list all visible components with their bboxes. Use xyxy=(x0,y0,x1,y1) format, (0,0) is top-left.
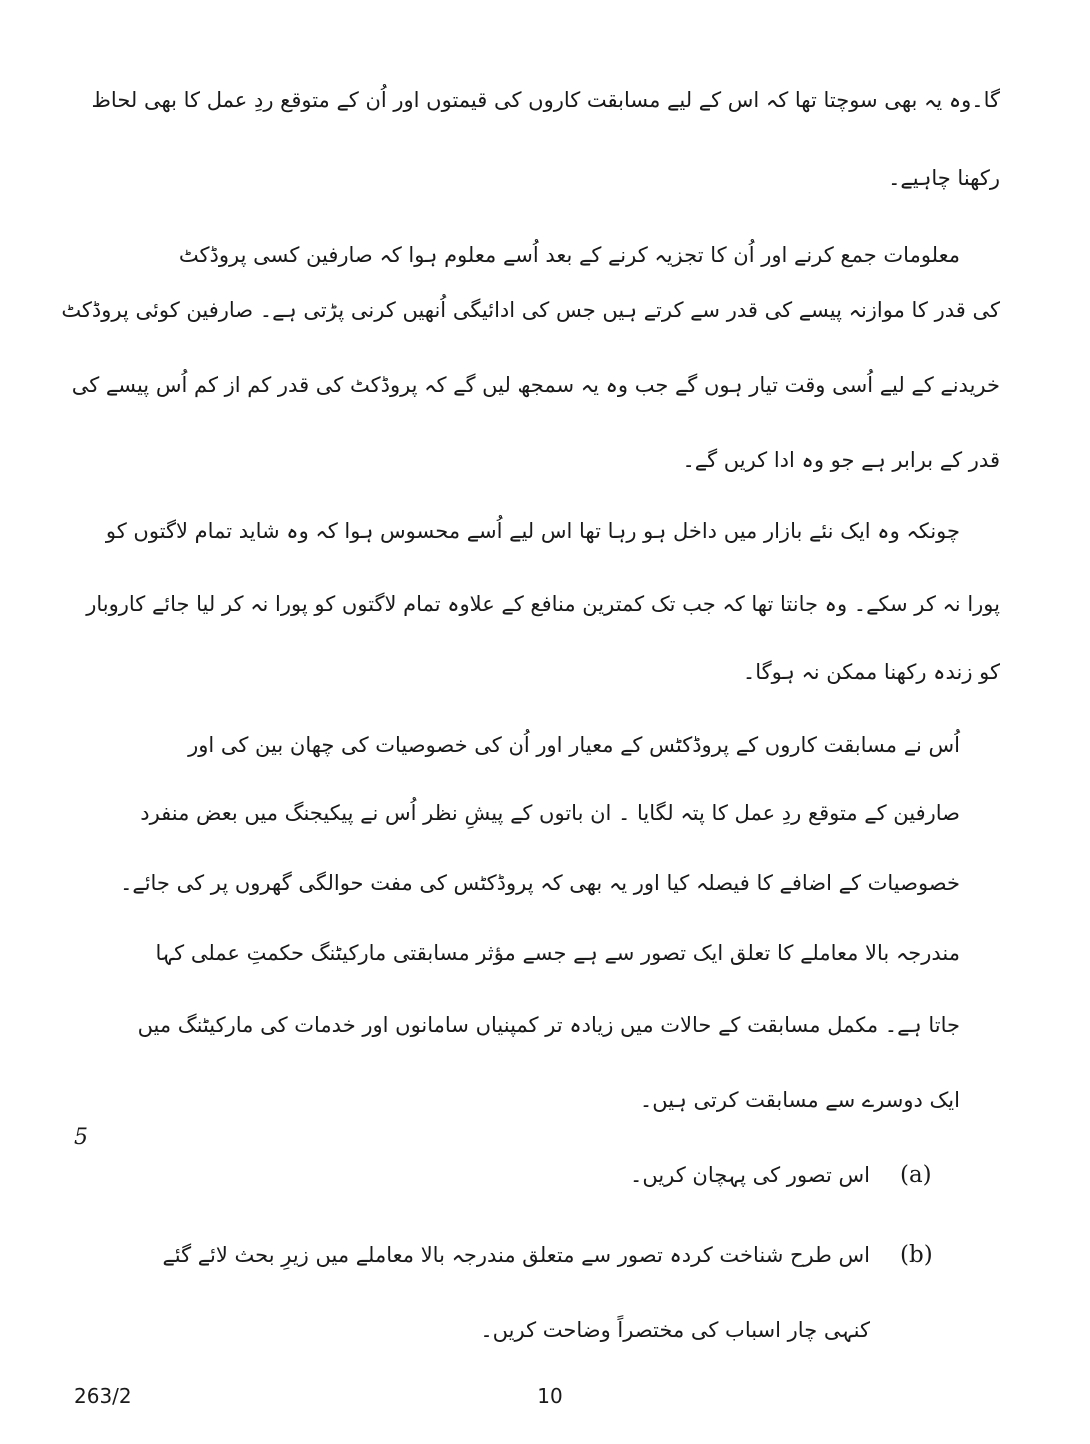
text-line: معلومات جمع کرنے اور اُن کا تجزیہ کرنے کے بعد اُسے معلوم ہوا کہ صارفین کسی پروڈکٹ xyxy=(178,243,960,267)
text-line: قدر کے برابر ہے جو وہ ادا کریں گے۔ xyxy=(682,448,1000,472)
text-line: اُس نے مسابقت کاروں کے پروڈکٹس کے معیار اور اُن کی خصوصیات کی چھان بین کی اور xyxy=(188,733,960,757)
text-line: خصوصیات کے اضافے کا فیصلہ کیا اور یہ بھی کہ پروڈکٹس کی مفت حوالگی گھروں پر کی جائے۔ xyxy=(120,871,960,895)
text-line: کی قدر کا موازنہ پیسے کی قدر سے کرتے ہیں جس کی ادائیگی اُنھیں کرنی پڑتی ہے۔ صارفین کوئی پروڈکٹ xyxy=(61,298,1000,322)
text-line: جاتا ہے۔ مکمل مسابقت کے حالات میں زیادہ تر کمپنیاں سامانوں اور خدمات کی مارکیٹنگ میں xyxy=(137,1013,960,1037)
question-b-text: کنہی چار اسباب کی مختصراً وضاحت کریں۔ xyxy=(480,1318,870,1342)
marks: 5 xyxy=(74,1125,88,1150)
text-line: ایک دوسرے سے مسابقت کرتی ہیں۔ xyxy=(639,1088,960,1112)
text-line: چونکہ وہ ایک نئے بازار میں داخل ہو رہا تھا اس لیے اُسے محسوس ہوا کہ وہ شاید تمام لاگتوں کو xyxy=(105,519,960,543)
question-label-b: (b) xyxy=(900,1242,933,1268)
paper-code: 263/2 xyxy=(74,1384,132,1408)
page-number: 10 xyxy=(537,1384,563,1408)
text-line: خریدنے کے لیے اُسی وقت تیار ہوں گے جب وہ یہ سمجھ لیں گے کہ پروڈکٹ کی قدر کم از کم اُس پیسے کی xyxy=(71,373,1000,397)
question-b-text: اس طرح شناخت کردہ تصور سے متعلق مندرجہ بالا معاملے میں زیرِ بحث لائے گئے xyxy=(162,1243,870,1267)
text-line: پورا نہ کر سکے۔ وہ جانتا تھا کہ جب تک کمترین منافع کے علاوہ تمام لاگتوں کو پورا نہ کر لیا جائے کاروبار xyxy=(86,592,1000,616)
text-line: مندرجہ بالا معاملے کا تعلق ایک تصور سے ہے جسے مؤثر مسابقتی مارکیٹنگ حکمتِ عملی کہا xyxy=(155,941,960,965)
text-line: کو زندہ رکھنا ممکن نہ ہوگا۔ xyxy=(742,660,1000,684)
text-line: رکھنا چاہیے۔ xyxy=(888,166,1000,190)
question-a-text: اس تصور کی پہچان کریں۔ xyxy=(630,1163,870,1187)
question-label-a: (a) xyxy=(900,1162,932,1188)
text-line: گا۔وہ یہ بھی سوچتا تھا کہ اس کے لیے مسابقت کاروں کی قیمتوں اور اُن کے متوقع ردِ عمل کا بھی لحاظ xyxy=(91,88,1000,112)
text-line: صارفین کے متوقع ردِ عمل کا پتہ لگایا ۔ ان باتوں کے پیشِ نظر اُس نے پیکیجنگ میں بعض منفرد xyxy=(140,801,960,825)
